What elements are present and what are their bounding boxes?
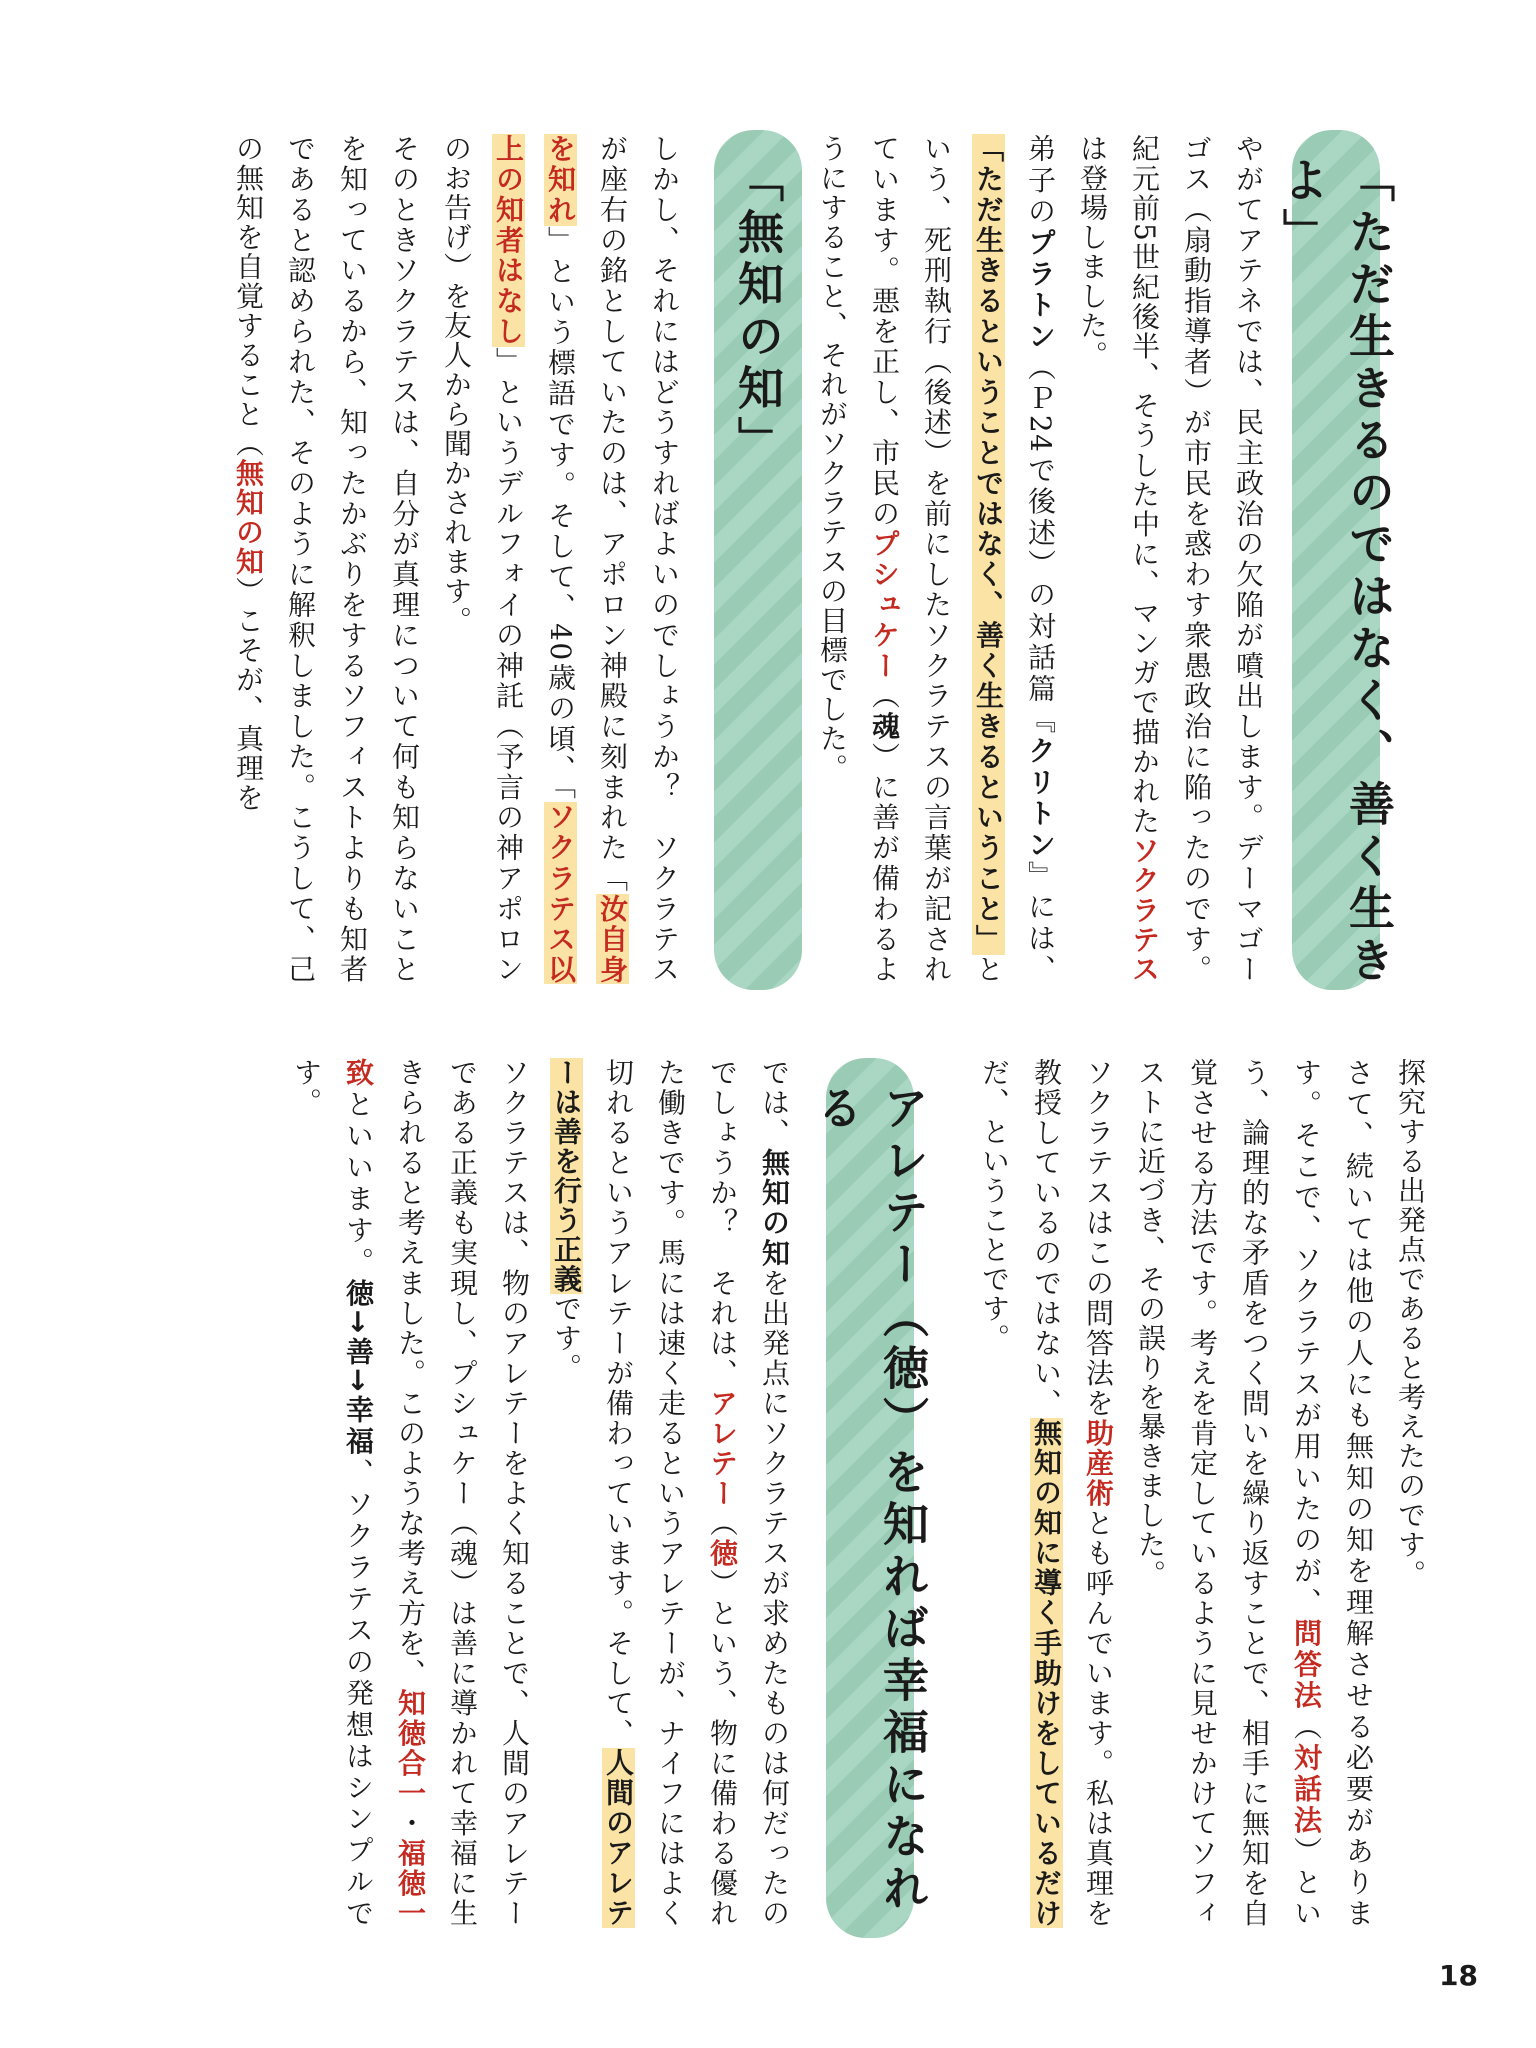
heading-muchi-no-chi: 「無知の知」 bbox=[714, 130, 802, 990]
paragraph: そのときソクラテスは、自分が真理について何も知らないことを知っているから、知ったかぶりをするソフィストよりも知者であると認められた、そのように解釈しました。こうして、己の無知を自覚すること（無知の知）こそが、真理を bbox=[232, 134, 421, 985]
paragraph: では、無知の知を出発点にソクラテスが求めたものは何だったのでしょうか？ それは、アレテー（徳）という、物に備わる優れた働きです。馬には速く走るというアレテーが、ナイフにはよく切れるというアレテーが備わっています。そして、人間のアレテーは善を行う正義です。 bbox=[550, 1058, 791, 1929]
paragraph: 弟子のプラトン（Ｐ24で後述）の対話篇『クリトン』には、「ただ生きるということではなく、善く生きるということ」という、死刑執行（後述）を前にしたソクラテスの言葉が記されています。悪を正し、市民のプシュケー（魂）に善が備わるようにすること、それがソクラテスの目標でした。 bbox=[816, 134, 1057, 985]
heading-arete: アレテー（徳）を知れば幸福になれる bbox=[826, 1058, 914, 1938]
paragraph: やがてアテネでは、民主政治の欠陥が噴出します。デーマゴーゴス（扇動指導者）が市民を惑わす衆愚政治に陥ったのです。紀元前5世紀後半、そうした中に、マンガで描かれたソクラテスは登場しました。 bbox=[1076, 134, 1265, 985]
top-right-body bbox=[754, 134, 1274, 984]
heading-tada-ikiru: 「ただ生きるのではなく、善く生きよ」 bbox=[1292, 130, 1380, 990]
bottom-right-body bbox=[978, 1058, 1436, 1929]
paragraph: しかし、それにはどうすればよいのでしょうか？ ソクラテスが座右の銘としていたのは、アポロン神殿に刻まれた「汝自身を知れ」という標語です。そして、40歳の頃、「ソクラテス以上の知者はなし」というデルフォイの神託（予言の神アポロンのお告げ）を友人から聞かされます。 bbox=[440, 134, 681, 985]
top-left-body bbox=[232, 134, 690, 985]
bottom-left-body bbox=[250, 1058, 800, 1928]
paragraph: さて、続いては他の人にも無知の知を理解させる必要があります。そこで、ソクラテスが用いたのが、問答法（対話法）という、論理的な矛盾をつく問いを繰り返すことで、相手に無知を自覚させる方法です。考えを肯定しているように見せかけてソフィストに近づき、その誤りを暴きました。 bbox=[1134, 1058, 1375, 1929]
paragraph: ソクラテスは、物のアレテーをよく知ることで、人間のアレテーである正義も実現し、プシュケー（魂）は善に導かれて幸福に生きられると考えました。このような考え方を、知徳合一・福徳一致といいます。徳→善→幸福、ソクラテスの発想はシンプルです。 bbox=[290, 1058, 531, 1929]
page-number: 18 bbox=[1439, 1959, 1478, 1992]
paragraph: 探究する出発点であると考えたのです。 bbox=[1394, 1058, 1427, 1589]
paragraph: ソクラテスはこの問答法を助産術とも呼んでいます。私は真理を教授しているのではない、無知の知に導く手助けをしているだけだ、ということです。 bbox=[978, 1058, 1115, 1929]
